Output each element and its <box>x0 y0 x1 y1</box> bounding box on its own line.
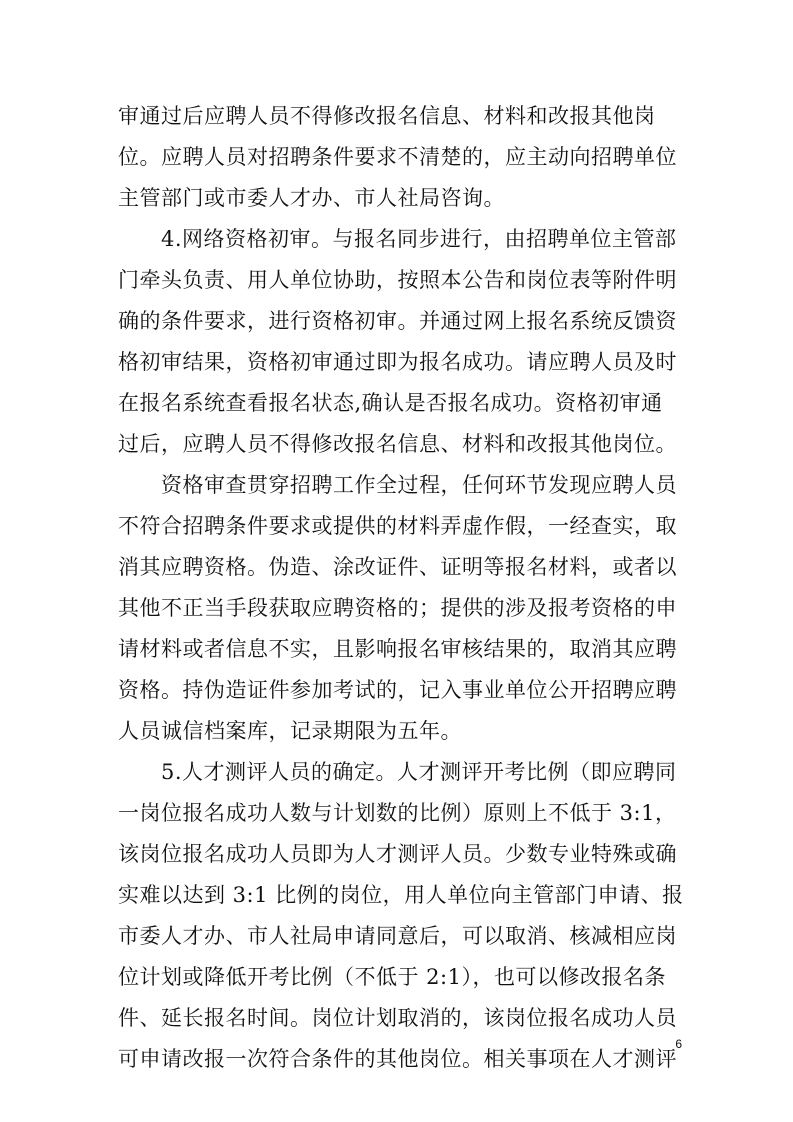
text-line-14: 请材料或者信息不实，且影响报名审核结果的，取消其应聘 <box>118 637 677 661</box>
text-line-23: 件、延长报名时间。岗位计划取消的，该岗位报名成功人员 <box>118 1006 677 1030</box>
text-line-13: 其他不正当手段获取应聘资格的；提供的涉及报考资格的申 <box>118 596 677 620</box>
text-line-17: 5.人才测评人员的确定。人才测评开考比例（即应聘同 <box>118 760 677 784</box>
text-line-5: 门牵头负责、用人单位协助，按照本公告和岗位表等附件明 <box>118 268 677 292</box>
text-line-8: 在报名系统查看报名状态,确认是否报名成功。资格初审通 <box>118 391 663 415</box>
text-line-16: 人员诚信档案库，记录期限为五年。 <box>118 719 462 743</box>
text-line-7: 格初审结果，资格初审通过即为报名成功。请应聘人员及时 <box>118 350 677 374</box>
text-line-22: 位计划或降低开考比例（不低于 2:1），也可以修改报名条 <box>118 965 666 989</box>
text-line-20: 实难以达到 3:1 比例的岗位，用人单位向主管部门申请、报 <box>118 883 684 907</box>
text-line-15: 资格。持伪造证件参加考试的，记入事业单位公开招聘应聘 <box>118 678 677 702</box>
text-line-2: 位。应聘人员对招聘条件要求不清楚的，应主动向招聘单位 <box>118 145 677 169</box>
text-line-9: 过后，应聘人员不得修改报名信息、材料和改报其他岗位。 <box>118 432 677 456</box>
text-line-12: 消其应聘资格。伪造、涂改证件、证明等报名材料，或者以 <box>118 555 677 579</box>
page-number: 6 <box>675 1037 682 1051</box>
text-line-6: 确的条件要求，进行资格初审。并通过网上报名系统反馈资 <box>118 309 677 333</box>
text-line-18: 一岗位报名成功人数与计划数的比例）原则上不低于 3:1， <box>118 801 677 825</box>
text-line-21: 市委人才办、市人社局申请同意后，可以取消、核减相应岗 <box>118 924 677 948</box>
text-line-3: 主管部门或市委人才办、市人社局咨询。 <box>118 186 505 210</box>
text-line-1: 审通过后应聘人员不得修改报名信息、材料和改报其他岗 <box>118 104 656 128</box>
text-line-19: 该岗位报名成功人员即为人才测评人员。少数专业特殊或确 <box>118 842 677 866</box>
text-line-11: 不符合招聘条件要求或提供的材料弄虚作假，一经查实，取 <box>118 514 677 538</box>
text-line-24: 可申请改报一次符合条件的其他岗位。相关事项在人才测评 <box>118 1047 677 1071</box>
text-line-4: 4.网络资格初审。与报名同步进行，由招聘单位主管部 <box>118 227 677 251</box>
text-line-10: 资格审查贯穿招聘工作全过程，任何环节发现应聘人员 <box>118 473 677 497</box>
